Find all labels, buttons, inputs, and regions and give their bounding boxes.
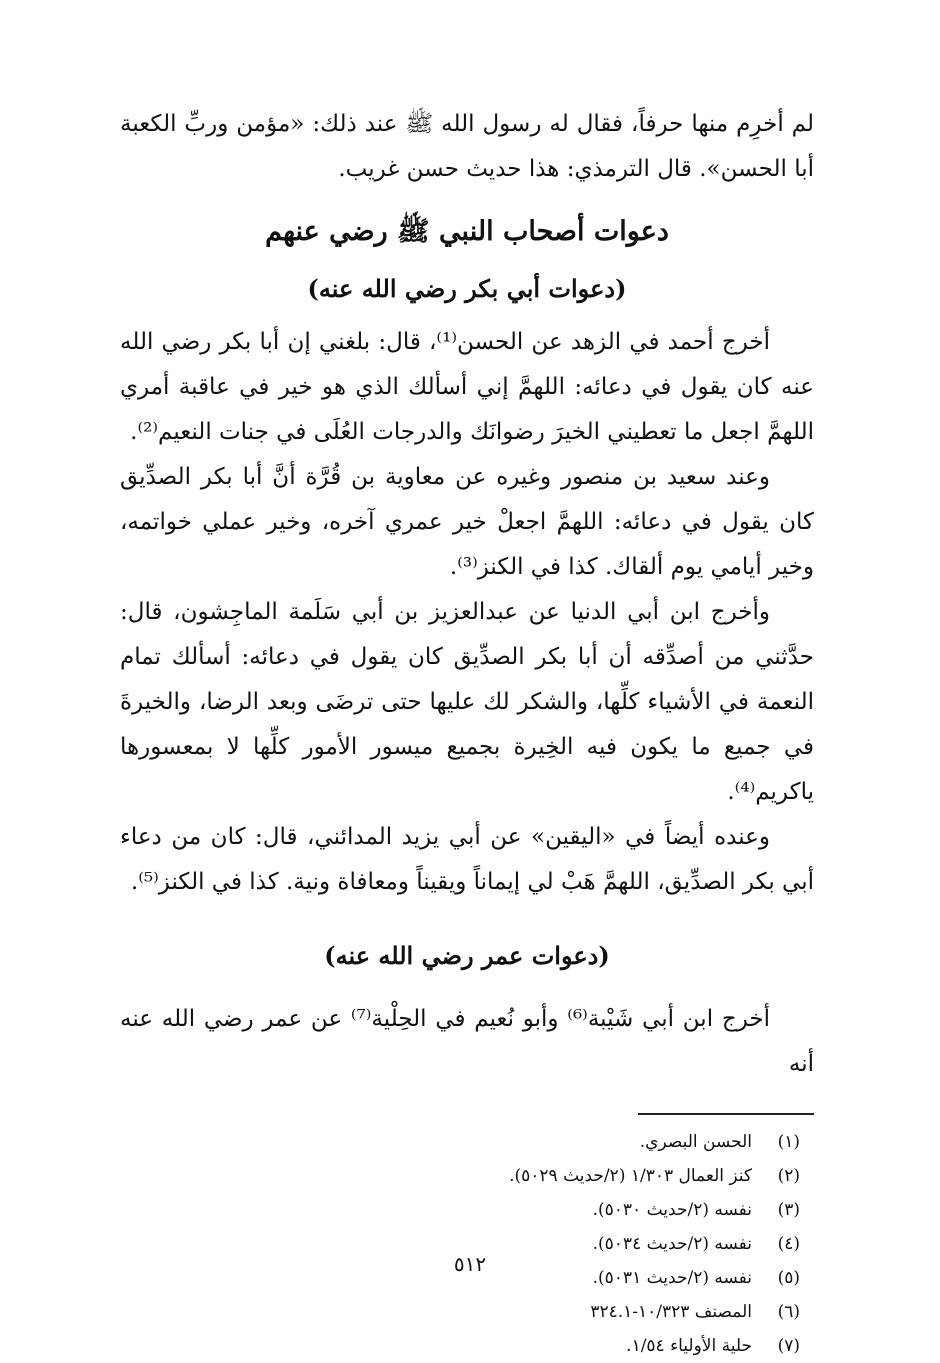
- footnote-number: (٤): [777, 1234, 800, 1254]
- footnote-number: (٧): [777, 1336, 800, 1356]
- intro-paragraph: لم أخرِم منها حرفاً، فقال له رسول الله ﷺ عند ذلك: «مؤمن وربِّ الكعبة أبا الحسن». قال الترمذي: هذا حديث حسن غريب.: [120, 111, 814, 182]
- footnote-number: (٣): [777, 1200, 800, 1220]
- footnote-text: المصنف ١٠/٣٢٣-٣٢٤.١: [590, 1302, 752, 1322]
- paragraph: وعند سعيد بن منصور وغيره عن معاوية بن قُرَّة أنَّ أبا بكر الصدِّيق كان يقول في دعائه: اللهمَّ اجعلْ خير عمري آخره، وخير عملي خواتمه، وخير أيامي يوم ألقاك. كذا في الكنز⁽³⁾.: [120, 464, 814, 580]
- paragraph: أخرج ابن أبي شَيْبة⁽⁶⁾ وأبو نُعيم في الحِلْية⁽⁷⁾ عن عمر رضي الله عنه أنه: [120, 1006, 814, 1077]
- paragraph: وعنده أيضاً في «اليقين» عن أبي يزيد المدائني، قال: كان من دعاء أبي بكر الصدِّيق، اللهمَّ هَبْ لي إيماناً ويقيناً ومعافاة ونية. كذا في الكنز⁽⁵⁾.: [120, 824, 814, 895]
- footnote-item: [120, 1193, 800, 1227]
- section-title: دعوات أصحاب النبي ﷺ رضي عنهم: [265, 216, 669, 247]
- page-number: ٥١٢: [453, 1252, 487, 1276]
- footnote-text: الحسن البصري.: [639, 1132, 752, 1152]
- footnote-number: (٦): [777, 1302, 800, 1322]
- subsection-title-abu-bakr: (دعوات أبي بكر رضي الله عنه): [307, 274, 627, 303]
- footnote-text: نفسه (٢/حديث ٥٠٣٠).: [592, 1200, 752, 1220]
- footnote-text: نفسه (٢/حديث ٥٠٣١).: [592, 1268, 752, 1288]
- footnote-text: حلية الأولياء ١/٥٤.: [626, 1336, 752, 1356]
- footnote-divider: [638, 1113, 814, 1115]
- footnote-number: (٥): [777, 1268, 800, 1288]
- footnote-item: [120, 1159, 800, 1193]
- footnote-text: نفسه (٢/حديث ٥٠٣٤).: [592, 1234, 752, 1254]
- paragraph: أخرج أحمد في الزهد عن الحسن⁽¹⁾، قال: بلغني إن أبا بكر رضي الله عنه كان يقول في دعائه: اللهمَّ إني أسألك الذي هو خير في عاقبة أمري اللهمَّ اجعل ما تعطيني الخيرَ رضوانَك والدرجات العُلَى في جنات النعيم⁽²⁾.: [120, 329, 814, 445]
- footnotes-list: [120, 1125, 814, 1363]
- footnote-item: [120, 1125, 800, 1159]
- footnote-number: (٢): [777, 1166, 800, 1186]
- subsection-title-umar: (دعوات عمر رضي الله عنه): [324, 941, 610, 970]
- footnote-item: [120, 1329, 800, 1363]
- footnote-number: (١): [777, 1132, 800, 1152]
- footnote-item: [120, 1295, 800, 1329]
- paragraph: وأخرج ابن أبي الدنيا عن عبدالعزيز بن أبي سَلَمة الماجِشون، قال: حدَّثني من أصدِّقه أن أبا بكر الصدِّيق كان يقول في دعائه: أسألك تمام النعمة في الأشياء كلِّها، والشكر لك عليها حتى ترضَى وبعد الرضا، والخيرةَ في جميع ما يكون فيه الخِيرة بجميع ميسور الأمور كلِّها لا بمعسورها ياكريم⁽⁴⁾.: [120, 599, 814, 805]
- footnote-text: كنز العمال ١/٣٠٣ (٢/حديث ٥٠٢٩).: [509, 1166, 752, 1186]
